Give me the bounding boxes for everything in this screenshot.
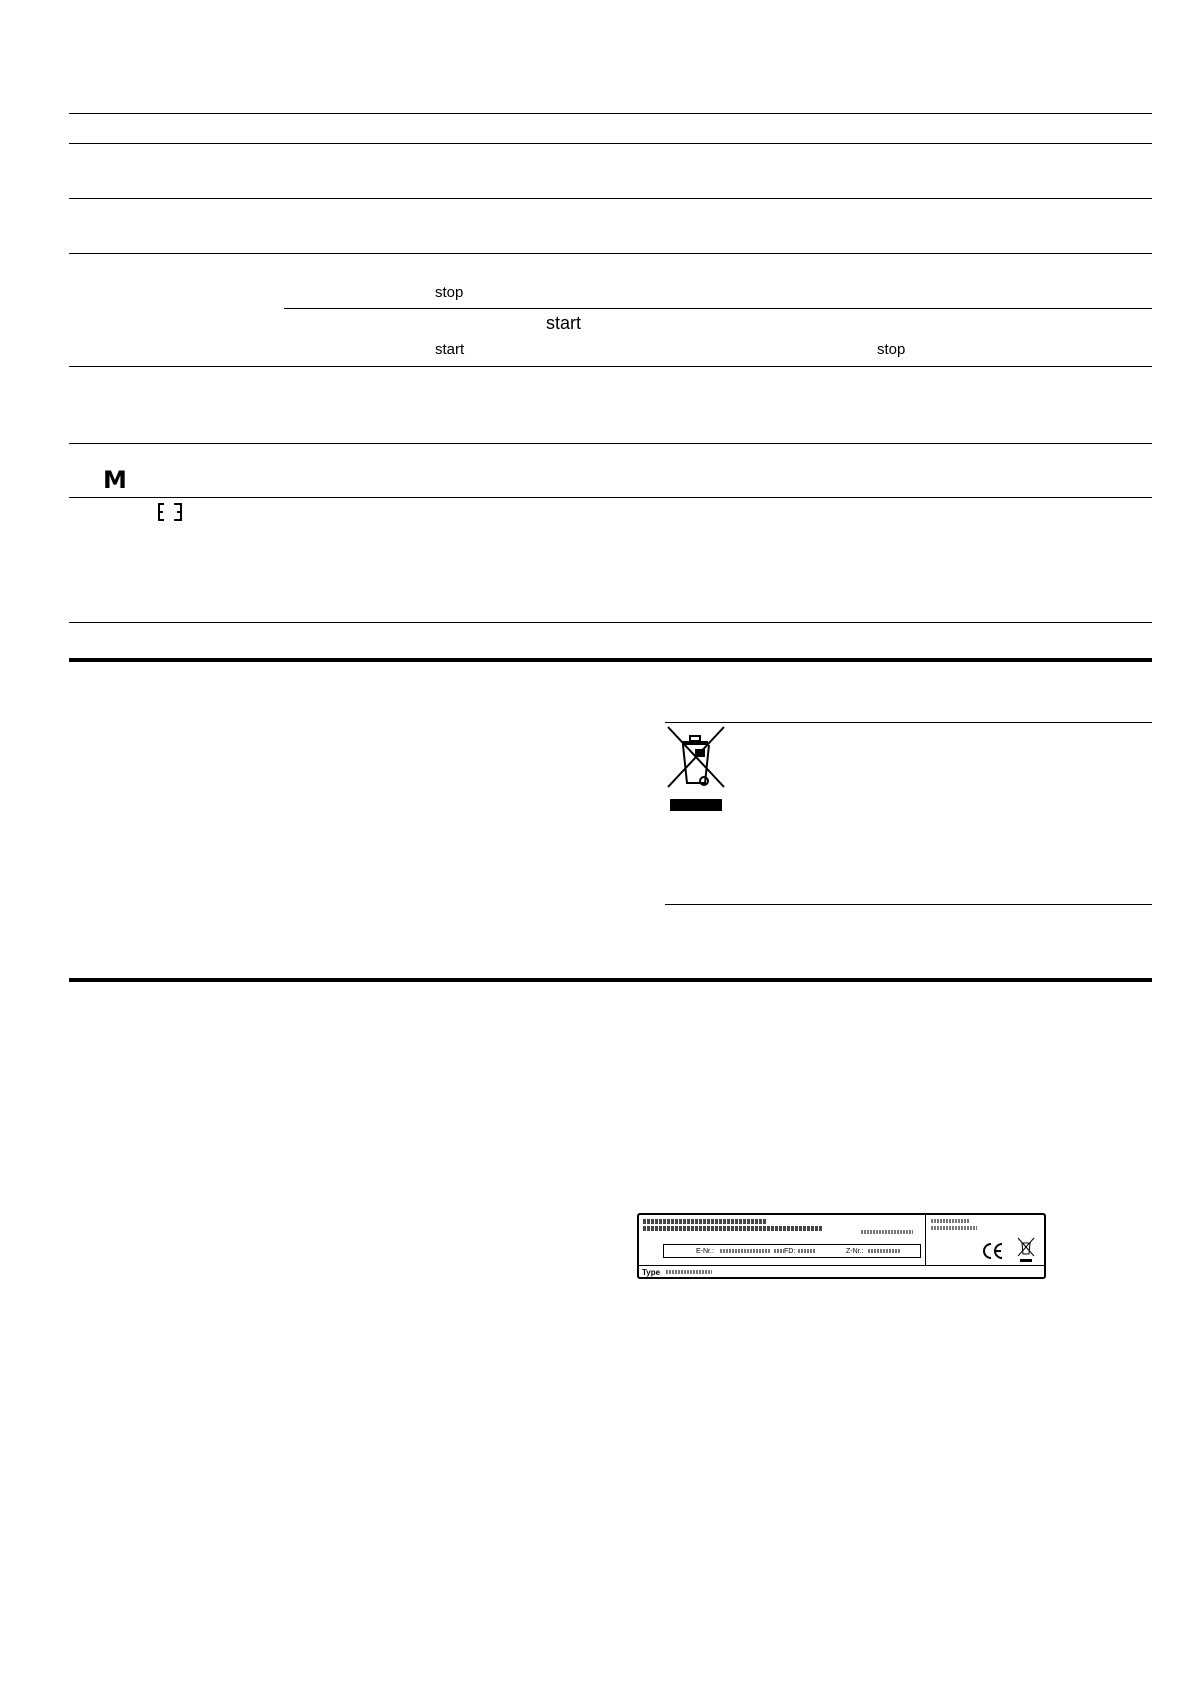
table-top-rule: [69, 113, 1152, 114]
table-rule: [69, 622, 1152, 623]
disposal-bottom-rule: [665, 904, 1152, 905]
e3-display-icon: [156, 502, 186, 527]
znr-label: Z-Nr.:: [846, 1248, 864, 1255]
table-rule: [69, 198, 1152, 199]
plate-masked-text: [774, 1249, 784, 1253]
table-inner-rule: [284, 308, 1152, 309]
program-m-symbol: M: [103, 466, 127, 494]
plate-masked-text: [798, 1249, 816, 1253]
plate-masked-text: [666, 1270, 712, 1274]
plate-divider: [925, 1215, 926, 1265]
start-label: start: [435, 341, 465, 358]
crossed-out-wheelie-bin-icon: [1017, 1237, 1035, 1268]
section-divider: [69, 978, 1152, 982]
stop-label: stop: [877, 341, 906, 358]
start-label: start: [546, 313, 582, 333]
disposal-top-rule: [665, 722, 1152, 723]
plate-masked-text: [720, 1249, 770, 1253]
plate-masked-text: [868, 1249, 900, 1253]
type-label: Type: [642, 1268, 661, 1277]
plate-masked-text: [643, 1226, 823, 1231]
table-rule: [69, 143, 1152, 144]
rating-plate-illustration: [637, 1213, 1046, 1279]
plate-masked-text: [861, 1230, 913, 1234]
plate-masked-text: [931, 1226, 977, 1230]
crossed-out-wheelie-bin-icon: [664, 725, 730, 816]
table-rule: [69, 497, 1152, 498]
fd-label: FD:: [784, 1248, 796, 1255]
ce-mark-icon: [981, 1242, 1005, 1265]
section-divider: [69, 658, 1152, 662]
enr-label: E-Nr.:: [696, 1248, 714, 1255]
table-rule: [69, 366, 1152, 367]
plate-masked-text: [931, 1219, 969, 1223]
plate-divider: [639, 1265, 1044, 1266]
plate-masked-text: [643, 1219, 767, 1224]
table-rule: [69, 443, 1152, 444]
table-rule: [69, 253, 1152, 254]
stop-label: stop: [435, 284, 464, 301]
plate-number-box: [663, 1244, 921, 1258]
